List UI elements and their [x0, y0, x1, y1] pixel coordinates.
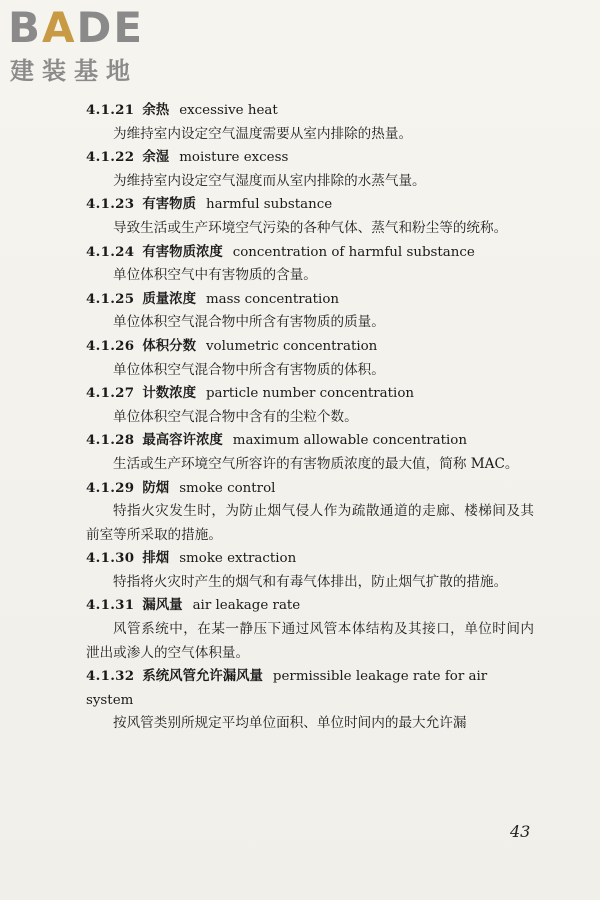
term-heading: [86, 288, 534, 312]
term-chinese: 漏风量: [142, 597, 183, 614]
term-chinese: 计数浓度: [142, 385, 196, 402]
term-entry-4-1-28: [86, 429, 534, 476]
term-chinese: 有害物质: [142, 196, 196, 213]
term-heading: [86, 335, 534, 359]
term-entry-4-1-25: [86, 288, 534, 335]
term-number: 4.1.30: [86, 550, 135, 567]
term-english: harmful substance: [205, 197, 333, 213]
term-chinese: 防烟: [142, 479, 170, 496]
term-chinese: 质量浓度: [142, 290, 196, 307]
term-definition: 为维持室内设定空气湿度而从室内排除的水蒸气量。: [113, 172, 426, 189]
term-entry-4-1-30: [86, 547, 534, 594]
page-number: 43: [510, 822, 531, 841]
logo-letters-de: DE: [76, 3, 145, 52]
term-heading: [86, 429, 534, 453]
term-heading: [86, 547, 534, 571]
term-english: smoke control: [179, 480, 276, 496]
term-heading: [86, 594, 534, 618]
term-number: 4.1.26: [86, 337, 135, 354]
term-number: 4.1.27: [86, 385, 135, 402]
term-english: moisture excess: [179, 150, 289, 166]
term-number: 4.1.25: [86, 290, 135, 307]
term-chinese: 有害物质浓度: [142, 243, 223, 260]
term-chinese: 系统风管允许漏风量: [142, 668, 263, 685]
term-number: 4.1.28: [86, 432, 135, 449]
term-english: volumetric concentration: [205, 338, 378, 354]
term-entry-4-1-29: [86, 477, 534, 548]
logo-letter-a: A: [42, 3, 77, 52]
document-body: [86, 99, 534, 736]
term-entry-4-1-26: [86, 335, 534, 382]
term-heading: [86, 477, 534, 501]
term-english: excessive heat: [179, 103, 278, 118]
term-chinese: 余热: [142, 102, 170, 118]
term-definition: 特指火灾发生时，为防止烟气侵人作为疏散通道的走廊、楼梯间及其前室等所采取的措施。: [86, 503, 534, 543]
logo-letter-b: B: [8, 3, 43, 52]
term-english: smoke extraction: [179, 551, 297, 567]
term-entry-4-1-27: [86, 382, 534, 429]
term-number: 4.1.29: [86, 479, 135, 496]
term-heading: [86, 193, 534, 217]
term-number: 4.1.24: [86, 243, 135, 260]
term-chinese: 余湿: [142, 149, 170, 166]
term-definition: 单位体积空气混合物中含有的尘粒个数。: [113, 408, 358, 425]
term-definition: 特指将火灾时产生的烟气和有毒气体排出，防止烟气扩散的措施。: [113, 573, 508, 590]
term-english: mass concentration: [205, 291, 339, 307]
logo-subtitle: 建装基地: [10, 57, 138, 85]
term-definition: 为维持室内设定空气温度需要从室内排除的热量。: [113, 125, 413, 142]
term-definition: 单位体积空气混合物中所含有害物质的体积。: [113, 361, 385, 378]
term-entry-4-1-24: [86, 241, 534, 288]
term-entry-4-1-21: [86, 99, 534, 146]
term-chinese: 最高容许浓度: [142, 432, 223, 449]
term-english: permissible leakage rate for air system: [86, 669, 488, 708]
term-heading: [86, 146, 534, 170]
term-entry-4-1-22: [86, 146, 534, 193]
logo-wordmark: [8, 4, 144, 52]
term-english: maximum allowable concentration: [232, 433, 467, 449]
term-definition: 风管系统中，在某一静压下通过风管本体结构及其接口，单位时间内泄出或渗人的空气体积量。: [86, 621, 534, 661]
term-number: 4.1.23: [86, 196, 135, 213]
term-definition: 导致生活或生产环境空气污染的各种气体、蒸气和粉尘等的统称。: [113, 219, 508, 236]
term-definition: 单位体积空气中有害物质的含量。: [113, 267, 317, 284]
term-heading: [86, 382, 534, 406]
term-english: particle number concentration: [205, 386, 415, 402]
term-definition: 单位体积空气混合物中所含有害物质的质量。: [113, 314, 385, 331]
term-number: 4.1.21: [86, 102, 135, 118]
term-heading: [86, 665, 534, 712]
term-entry-4-1-32: [86, 665, 534, 736]
watermark-logo: [8, 4, 178, 94]
term-heading: [86, 99, 534, 123]
term-entry-4-1-23: [86, 193, 534, 240]
term-number: 4.1.32: [86, 668, 135, 685]
term-chinese: 排烟: [142, 550, 170, 567]
term-english: air leakage rate: [192, 598, 301, 614]
term-definition: 生活或生产环境空气所容许的有害物质浓度的最大值，简称 MAC。: [113, 455, 519, 472]
term-number: 4.1.31: [86, 597, 135, 614]
term-english: concentration of harmful substance: [232, 244, 475, 260]
term-number: 4.1.22: [86, 149, 135, 166]
term-heading: [86, 241, 534, 265]
term-chinese: 体积分数: [142, 337, 196, 354]
term-entry-4-1-31: [86, 594, 534, 665]
term-definition: 按风管类别所规定平均单位面积、单位时间内的最大允许漏: [113, 715, 467, 732]
